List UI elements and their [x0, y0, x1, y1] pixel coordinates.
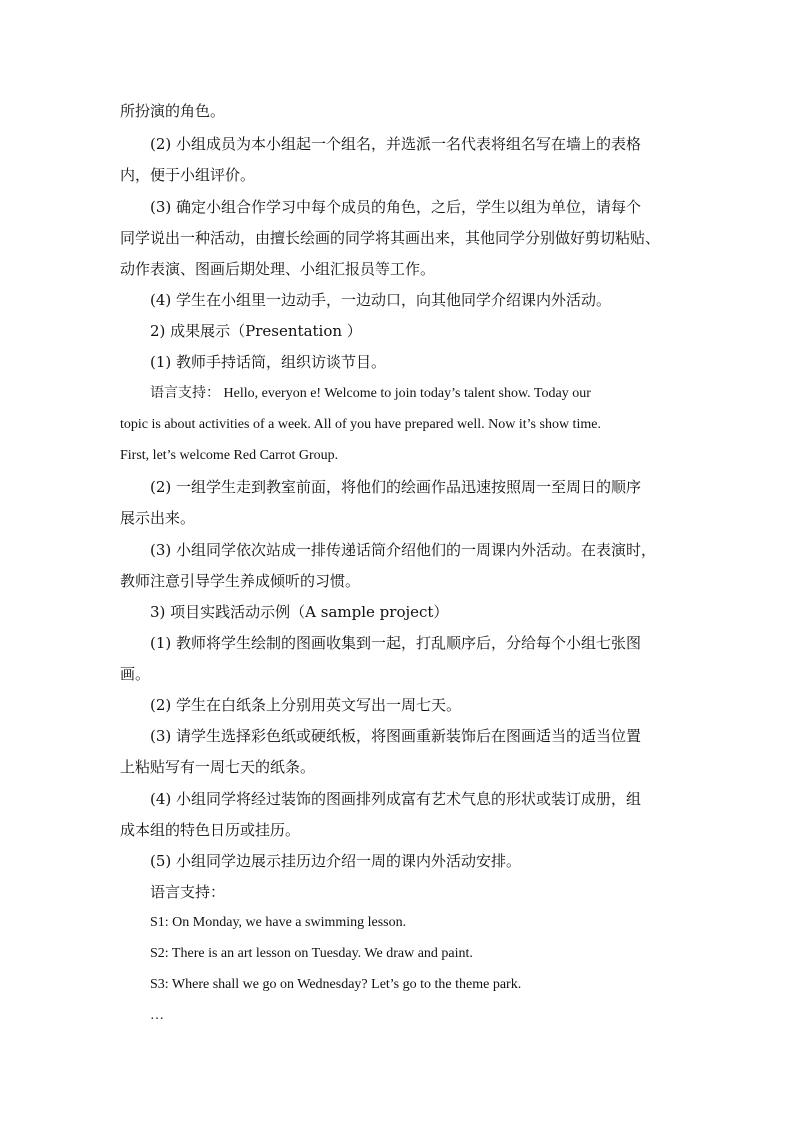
section-heading-presentation: 2) 成果展示（Presentation ） [150, 322, 362, 340]
language-support-line-1: 语言支持： Hello, everyon e! Welcome to join today’s talent show. Today our [150, 386, 591, 401]
ellipsis-line: … [150, 1008, 164, 1023]
text-line-2: (2) 小组成员为本小组起一个组名，并选派一名代表将组名写在墙上的表格 [150, 135, 642, 153]
text-line-22: 上粘贴写有一周七天的纸条。 [120, 758, 316, 776]
text-line-15: (3) 小组同学依次站成一排传递话筒介绍他们的一周课内外活动。在表演时， [150, 541, 657, 559]
language-support-heading: 语言支持： [150, 883, 226, 901]
text-line-14: 展示出来。 [120, 509, 196, 527]
text-line-16: 教师注意引导学生养成倾听的习惯。 [120, 572, 361, 590]
language-support-line-3: First, let’s welcome Red Carrot Group. [120, 448, 339, 463]
text-line-20: (2) 学生在白纸条上分别用英文写出一周七天。 [150, 696, 462, 714]
text-line-5: 同学说出一种活动，由擅长绘画的同学将其画出来，其他同学分别做好剪切粘贴、 [120, 229, 661, 247]
language-support-line-2: topic is about activities of a week. All of you have prepared well. Now it’s show time. [120, 417, 601, 432]
text-line-21: (3) 请学生选择彩色纸或硬纸板，将图画重新装饰后在图画适当的适当位置 [150, 727, 642, 745]
text-line-7: (4) 学生在小组里一边动手，一边动口，向其他同学介绍课内外活动。 [150, 291, 612, 309]
text-line-1: 所扮演的角色。 [120, 102, 226, 120]
dialogue-line-s2: S2: There is an art lesson on Tuesday. We draw and paint. [150, 946, 473, 961]
text-line-6: 动作表演、图画后期处理、小组汇报员等工作。 [120, 260, 436, 278]
dialogue-line-s3: S3: Where shall we go on Wednesday? Let’s go to the theme park. [150, 977, 522, 992]
text-line-23: (4) 小组同学将经过装饰的图画排列成富有艺术气息的形状或装订成册，组 [150, 790, 642, 808]
section-heading-sample-project: 3) 项目实践活动示例（A sample project） [150, 603, 449, 621]
text-line-25: (5) 小组同学边展示挂历边介绍一周的课内外活动安排。 [150, 852, 522, 870]
text-line-9: (1) 教师手持话筒，组织访谈节目。 [150, 353, 387, 371]
text-line-19: 画。 [120, 665, 151, 683]
dialogue-line-s1: S1: On Monday, we have a swimming lesson. [150, 915, 407, 930]
text-line-4: (3) 确定小组合作学习中每个成员的角色，之后，学生以组为单位，请每个 [150, 198, 642, 216]
text-line-24: 成本组的特色日历或挂历。 [120, 821, 301, 839]
text-line-3: 内，便于小组评价。 [120, 166, 256, 184]
text-line-18: (1) 教师将学生绘制的图画收集到一起，打乱顺序后，分给每个小组七张图 [150, 634, 642, 652]
text-line-13: (2) 一组学生走到教室前面，将他们的绘画作品迅速按照周一至周日的顺序 [150, 478, 642, 496]
